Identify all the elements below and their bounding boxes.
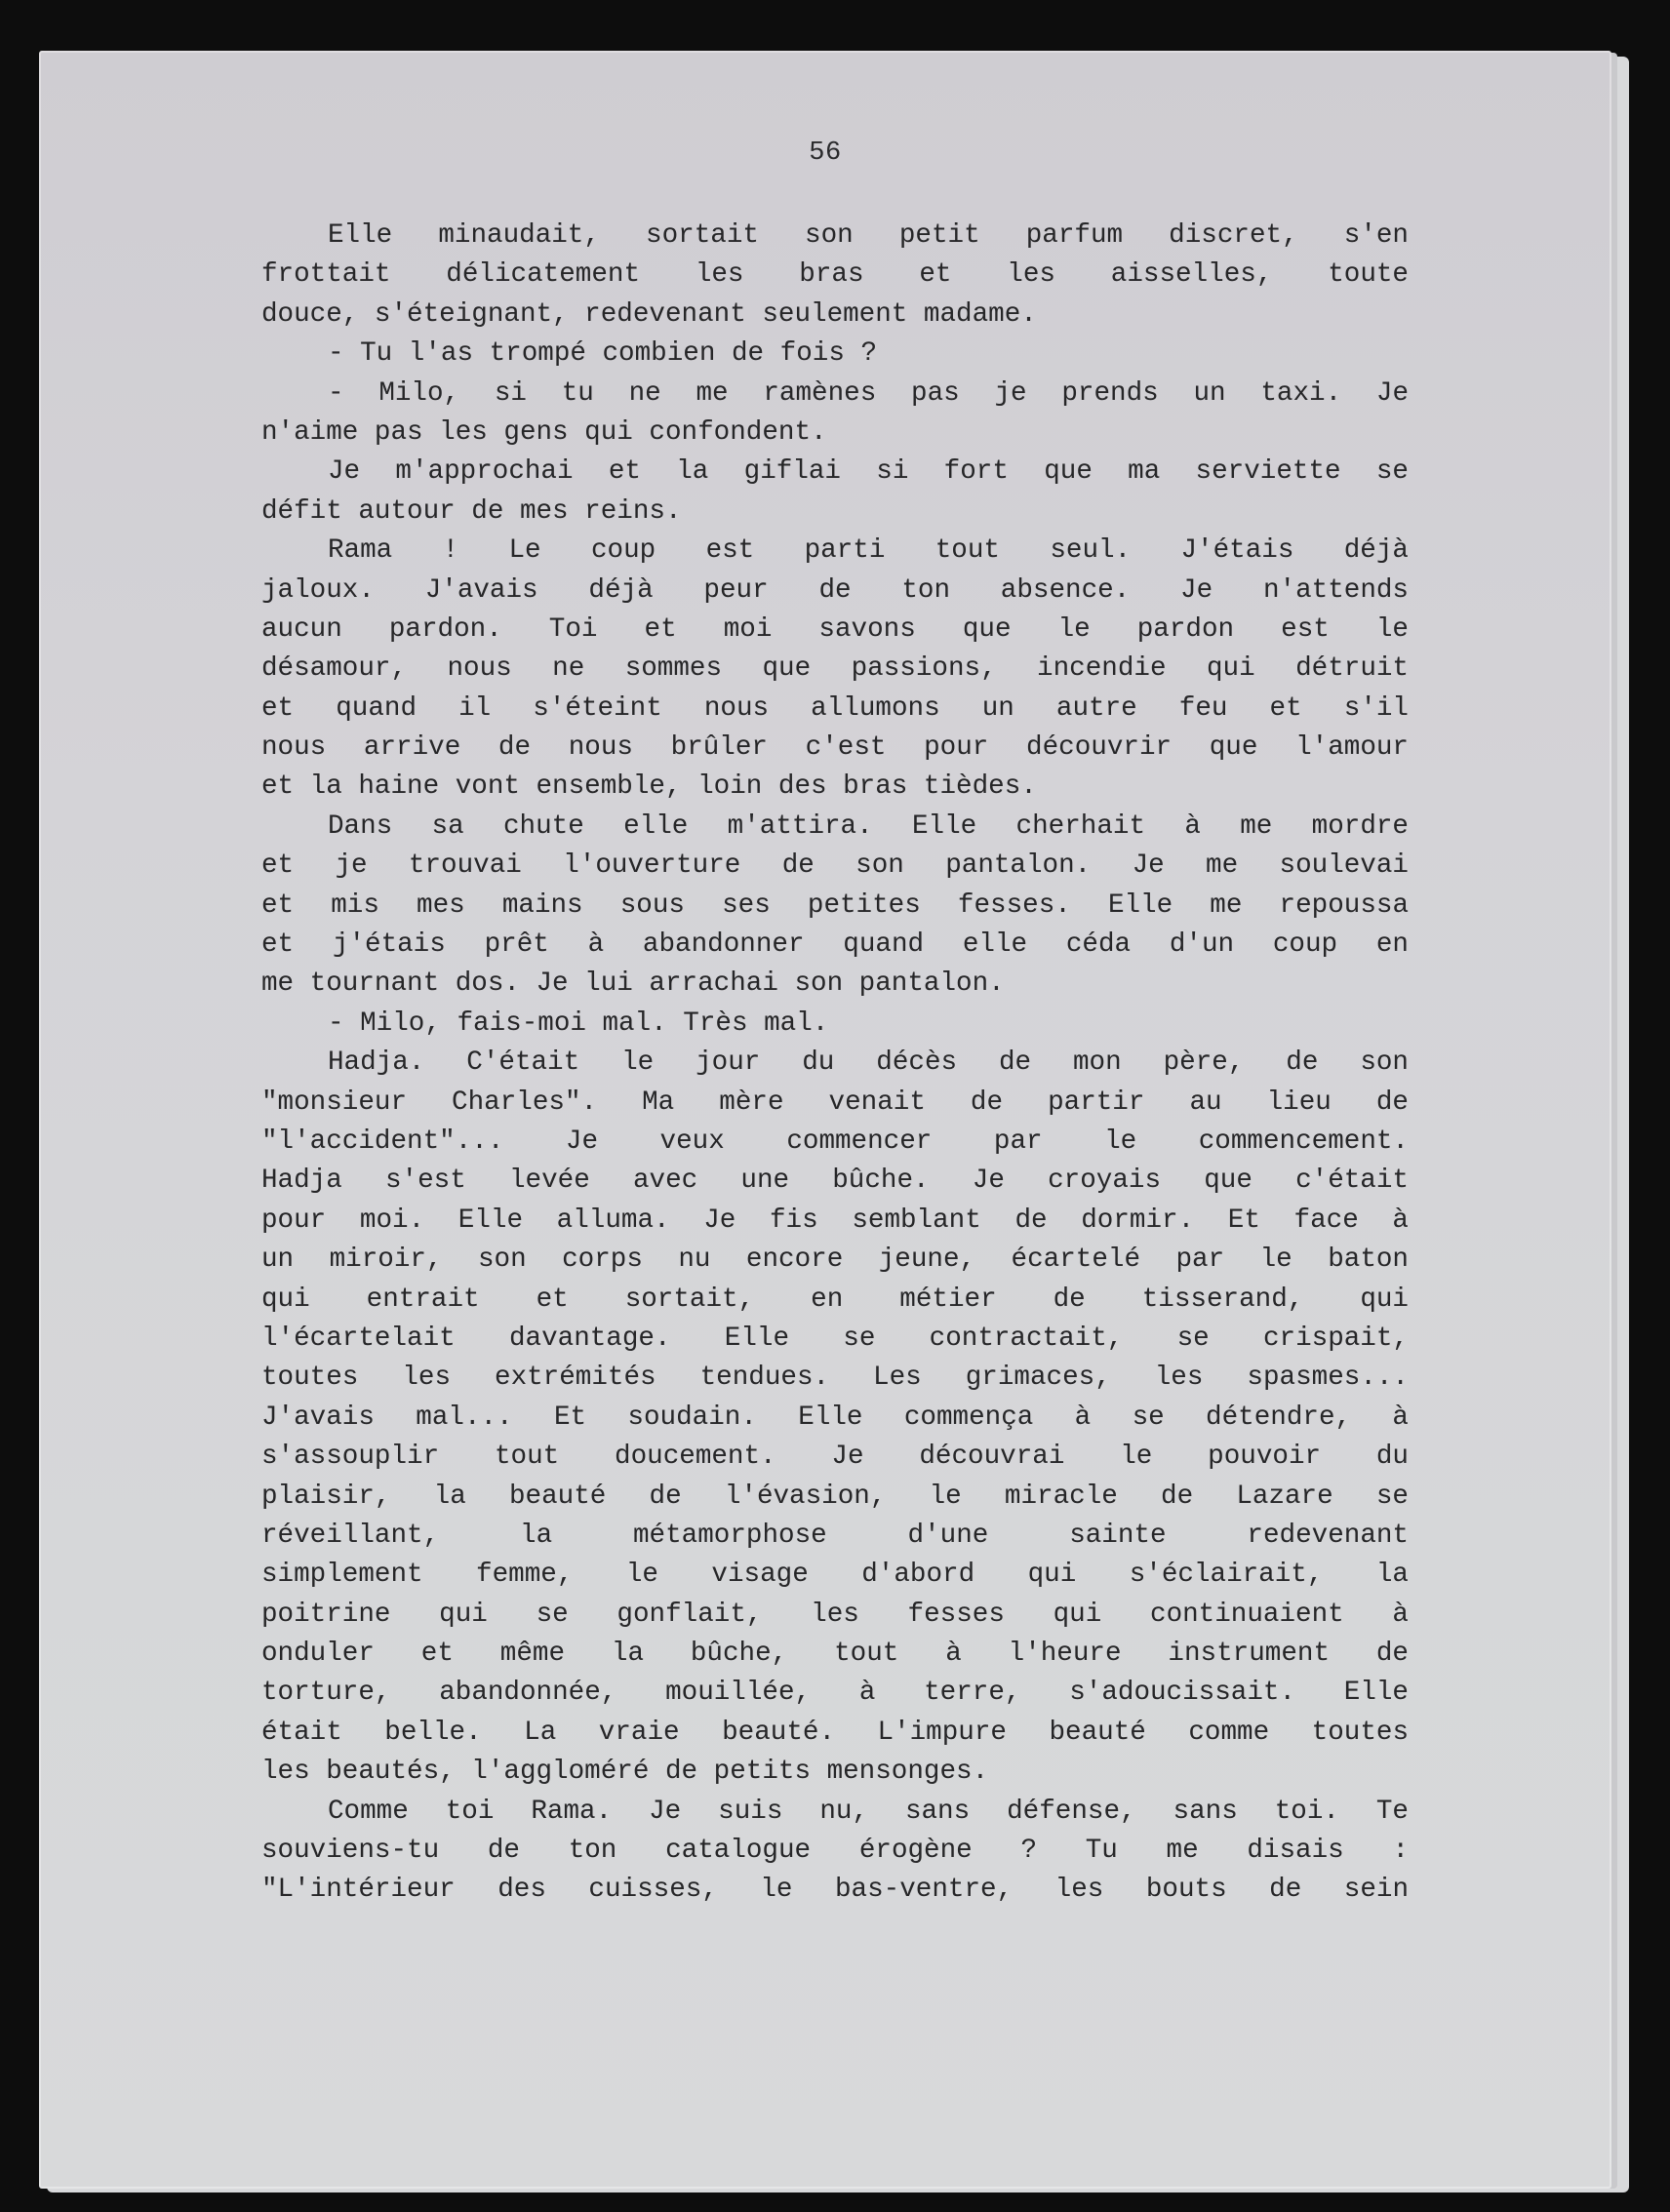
text-line: - Tu l'as trompé combien de fois ?: [328, 338, 878, 370]
text-line: Hadja s'est levée avec une bûche. Je croyais que c'était: [261, 1165, 1409, 1197]
text-line: Rama ! Le coup est parti tout seul. J'étais déjà: [328, 535, 1409, 567]
text-line: "monsieur Charles". Ma mère venait de partir au lieu de: [261, 1086, 1409, 1118]
text-line: souviens-tu de ton catalogue érogène ? Tu me disais :: [261, 1836, 1409, 1867]
text-line: - Milo, fais-moi mal. Très mal.: [328, 1007, 829, 1039]
text-line: un miroir, son corps nu encore jeune, écartelé par le baton: [261, 1244, 1409, 1276]
text-line: "L'intérieur des cuisses, le bas-ventre, les bouts de sein: [261, 1875, 1409, 1906]
text-line: n'aime pas les gens qui confondent.: [261, 416, 827, 448]
text-line: et mis mes mains sous ses petites fesses. Elle me repoussa: [261, 889, 1409, 921]
text-line: toutes les extrémités tendues. Les grimaces, les spasmes...: [261, 1363, 1409, 1394]
text-line: qui entrait et sortait, en métier de tisserand, qui: [261, 1284, 1409, 1315]
text-line: - Milo, si tu ne me ramènes pas je prends un taxi. Je: [328, 377, 1409, 409]
text-line: était belle. La vraie beauté. L'impure beauté comme toutes: [261, 1717, 1409, 1748]
text-line: les beautés, l'aggloméré de petits mensonges.: [261, 1757, 989, 1788]
text-line: l'écartelait davantage. Elle se contractait, se crispait,: [261, 1323, 1409, 1354]
text-line: Je m'approchai et la giflai si fort que ma serviette se: [328, 456, 1409, 488]
text-line: désamour, nous ne sommes que passions, incendie qui détruit: [261, 653, 1409, 685]
text-line: "l'accident"... Je veux commencer par le commencement.: [261, 1126, 1409, 1157]
text-line: pour moi. Elle alluma. Je fis semblant de dormir. Et face à: [261, 1205, 1409, 1236]
text-line: frottait délicatement les bras et les aisselles, toute: [261, 259, 1409, 291]
text-line: plaisir, la beauté de l'évasion, le miracle de Lazare se: [261, 1481, 1409, 1512]
text-line: et je trouvai l'ouverture de son pantalon. Je me soulevai: [261, 850, 1409, 882]
page-number: 56: [809, 138, 842, 168]
text-line: poitrine qui se gonflait, les fesses qui continuaient à: [261, 1599, 1409, 1630]
text-line: et la haine vont ensemble, loin des bras tièdes.: [261, 771, 1037, 803]
text-line: aucun pardon. Toi et moi savons que le pardon est le: [261, 613, 1409, 645]
text-line: me tournant dos. Je lui arrachai son pantalon.: [261, 968, 1005, 1000]
text-line: défit autour de mes reins.: [261, 495, 682, 527]
manuscript-page: [39, 51, 1611, 2189]
text-line: Dans sa chute elle m'attira. Elle cherhait à me mordre: [328, 810, 1409, 842]
text-line: s'assouplir tout doucement. Je découvrai le pouvoir du: [261, 1442, 1409, 1473]
body-text: [261, 217, 1409, 1911]
text-line: torture, abandonnée, mouillée, à terre, s'adoucissait. Elle: [261, 1678, 1409, 1709]
text-line: réveillant, la métamorphose d'une sainte redevenant: [261, 1520, 1409, 1551]
text-line: nous arrive de nous brûler c'est pour découvrir que l'amour: [261, 732, 1409, 764]
text-line: Comme toi Rama. Je suis nu, sans défense, sans toi. Te: [328, 1796, 1409, 1827]
text-line: simplement femme, le visage d'abord qui s'éclairait, la: [261, 1560, 1409, 1591]
text-line: et j'étais prêt à abandonner quand elle céda d'un coup en: [261, 929, 1409, 961]
text-line: Hadja. C'était le jour du décès de mon père, de son: [328, 1047, 1409, 1079]
text-line: et quand il s'éteint nous allumons un autre feu et s'il: [261, 692, 1409, 724]
text-line: douce, s'éteignant, redevenant seulement madame.: [261, 298, 1037, 330]
text-line: J'avais mal... Et soudain. Elle commença à se détendre, à: [261, 1402, 1409, 1433]
text-line: jaloux. J'avais déjà peur de ton absence. Je n'attends: [261, 574, 1409, 606]
text-line: Elle minaudait, sortait son petit parfum discret, s'en: [328, 220, 1409, 251]
text-line: onduler et même la bûche, tout à l'heure instrument de: [261, 1639, 1409, 1670]
